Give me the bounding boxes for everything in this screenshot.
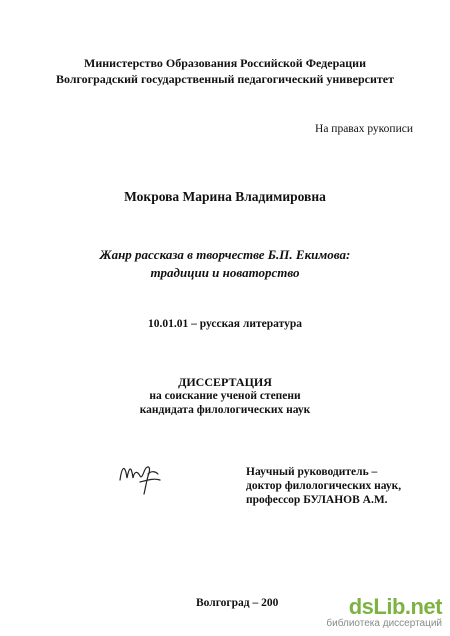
dissertation-degree-block [0, 375, 450, 417]
title-line-2: традиции и новаторство [150, 265, 300, 280]
supervisor-line-3: профессор БУЛАНОВ А.М. [246, 494, 388, 506]
manuscript-rights-note: На правах рукописи [315, 123, 413, 135]
city-year: Волгоград – 200 [196, 597, 279, 609]
specialty-code: 10.01.01 – русская литература [148, 318, 302, 330]
handwritten-signature [118, 456, 174, 496]
ministry-name: Министерство Образования Российской Федерации [84, 56, 366, 70]
watermark-subtitle: библиотека диссертаций [326, 618, 442, 629]
degree-line-2: кандидата филологических наук [139, 404, 311, 416]
degree-line-1: на соискание ученой степени [149, 390, 301, 402]
dissertation-heading: ДИССЕРТАЦИЯ [178, 375, 272, 389]
supervisor-line-1: Научный руководитель – [246, 466, 378, 478]
author-name: Мокрова Марина Владимировна [124, 189, 326, 204]
title-line-1: Жанр рассказа в творчестве Б.П. Екимова: [99, 247, 351, 262]
scientific-supervisor [246, 465, 401, 507]
supervisor-line-2: доктор филологических наук, [246, 480, 402, 492]
watermark-brand: dsLib.net [348, 594, 442, 619]
dissertation-title [0, 246, 450, 282]
library-watermark [326, 596, 442, 630]
institution-header [0, 55, 450, 87]
university-name: Волгоградский государственный педагогический университет [55, 72, 395, 86]
